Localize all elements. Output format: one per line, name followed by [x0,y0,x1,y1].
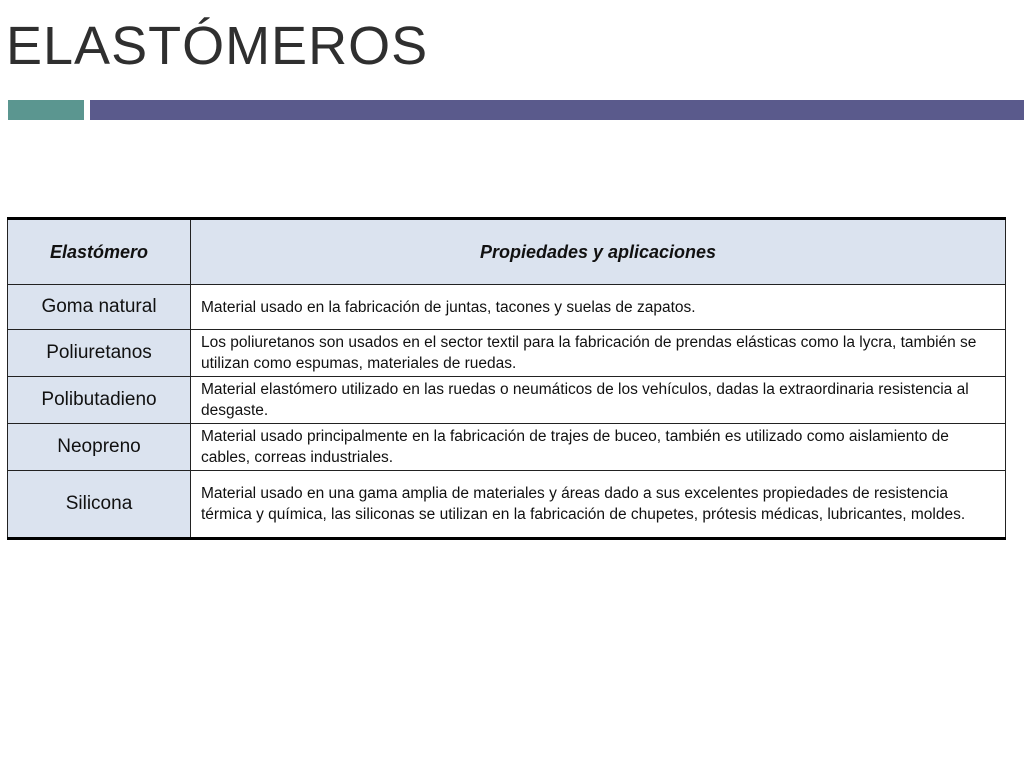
elastomer-name: Goma natural [8,285,191,330]
column-header-properties: Propiedades y aplicaciones [191,219,1006,285]
table-row [8,330,1006,377]
table-header-row [8,219,1006,285]
slide-title: ELASTÓMEROS [6,16,429,76]
elastomers-table-container [7,217,1006,540]
elastomer-description: Los poliuretanos son usados en el sector textil para la fabricación de prendas elásticas como la lycra, también se utilizan como espumas, materiales de ruedas. [191,330,1006,377]
table-row [8,377,1006,424]
elastomer-name: Poliuretanos [8,330,191,377]
elastomer-name: Neopreno [8,424,191,471]
table-row [8,285,1006,330]
elastomer-description: Material elastómero utilizado en las ruedas o neumáticos de los vehículos, dadas la extraordinaria resistencia al desgaste. [191,377,1006,424]
elastomer-name: Silicona [8,471,191,539]
table-row [8,424,1006,471]
elastomer-name: Polibutadieno [8,377,191,424]
elastomer-description: Material usado en la fabricación de juntas, tacones y suelas de zapatos. [191,285,1006,330]
elastomer-description: Material usado principalmente en la fabricación de trajes de buceo, también es utilizado como aislamiento de cables, correas industriales. [191,424,1006,471]
column-header-elastomer: Elastómero [8,219,191,285]
title-accent-bar-purple [90,100,1024,120]
elastomer-description: Material usado en una gama amplia de materiales y áreas dado a sus excelentes propiedades de resistencia térmica y química, las siliconas se utilizan en la fabricación de chupetes, prótesis médicas, lubricantes, moldes. [191,471,1006,539]
elastomers-table [7,217,1006,540]
table-row [8,471,1006,539]
title-accent-bar-teal [8,100,84,120]
